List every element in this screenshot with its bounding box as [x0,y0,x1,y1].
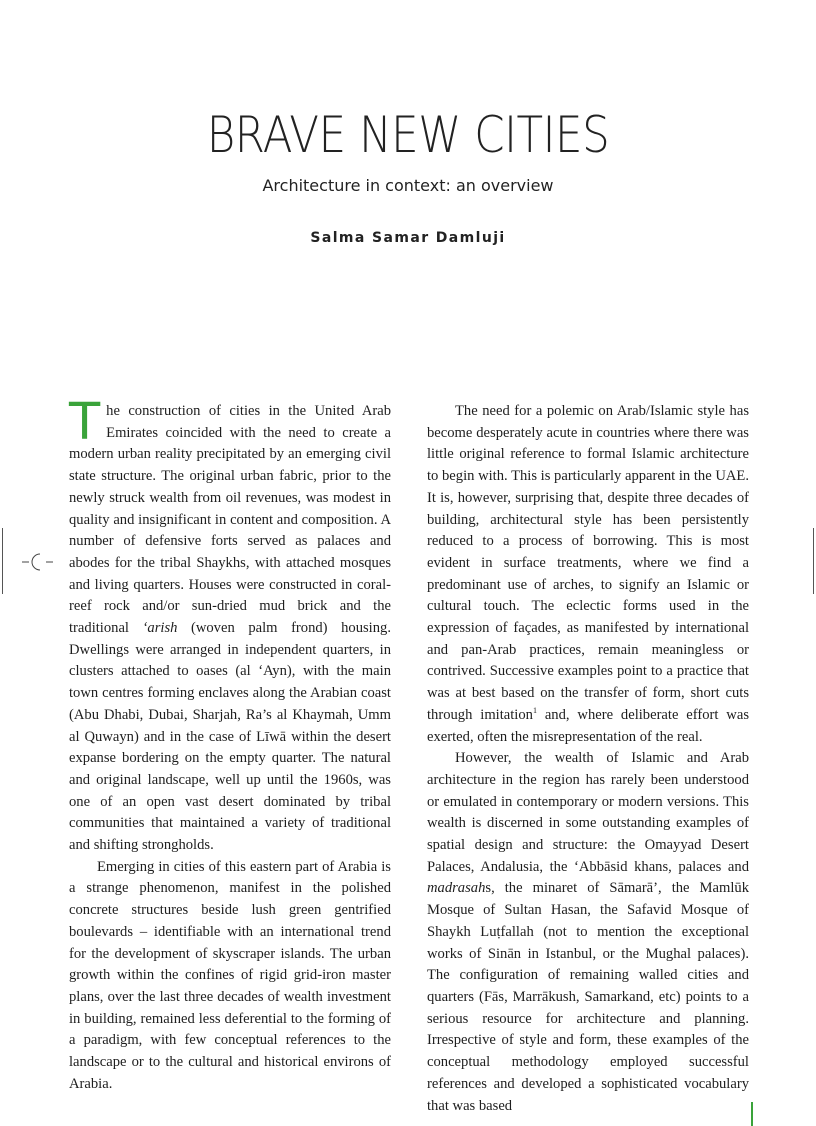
margin-rule-left [2,528,3,594]
article-subtitle: Architecture in context: an overview [262,176,554,195]
italic-term: madrasah [427,880,486,897]
paragraph-text: and, where deliberate effort was exerted, often the misrepresentation of the real. [427,706,750,745]
paragraph [427,748,749,1117]
footnote-marker[interactable]: 1 [532,705,537,715]
text-column-right [427,401,749,1117]
paragraph [427,401,749,748]
registration-mark-icon [22,550,58,574]
accent-mark [751,1102,753,1126]
paragraph-text: s, the minaret of Sāmarā’, the Mamlūk Mosque of Sultan Hasan, the Safavid Mosque of Shaykh Luṭfallah (not to mention the exceptional works of Sinān in Istanbul, or the Mughal palaces). The configuration of remaining walled cities and quarters (Fās, Marrākush, Samarkand, etc) points to a serious resource for architecture and planning. Irrespective of style and form, these examples of the conceptual methodology employed successful references and developed a sophisticated vocabulary that was based [427,880,749,1114]
author-name: Salma Samar Damluji [310,230,506,246]
paragraph-text: (woven palm frond) housing. Dwellings were arranged in independent quarters, in clusters attached to oases (al ‘Ayn), with the main town centres forming enclaves along the Arabian coast (Abu Dhabi, Dubai, Sharjah, Ra’s al Khaymah, Umm al Quwayn) and in the case of Līwā within the desert expanse bordering on the empty quarter. The natural and original landscape, well up until the 1960s, was one of an open vast desert dominated by tribal communities that maintained a variety of traditional and shifting strongholds. [69,620,391,854]
italic-term: ‘arish [142,620,178,637]
paragraph: Emerging in cities of this eastern part of Arabia is a strange phenomenon, manifest in the polished concrete structures beside lush green gentrified boulevards – identifiable with an international trend for the development of skyscraper islands. The urban growth within the confines of rigid grid-iron master plans, over the last three decades of wealth investment in building, remained less deferential to the forming of a paradigm, with few conceptual references to the landscape or to the cultural and historical environs of Arabia. [69,858,391,1092]
drop-cap: T [69,393,101,452]
paragraph-text: The need for a polemic on Arab/Islamic style has become desperately acute in countries where there was little original reference to formal Islamic architecture to begin with. This is particularly apparent in the UAE. It is, however, surprising that, despite three decades of building, architectural style has been persistently reduced to a process of borrowing. This is most evident in surface treatments, where we find a predominant use of arches, to signify an Islamic or cultural touch. The eclectic forms used in the expression of façades, as manifested by international and pan-Arab practices, remain meaningless or contrived. Successive examples point to a practice that was at best based on the transfer of form, short cuts through imitation [427,403,749,723]
text-column-left [69,393,391,1096]
margin-rule-right [813,528,814,594]
article-title: BRAVE NEW CITIES [206,106,610,164]
paragraph-text: However, the wealth of Islamic and Arab architecture in the region has rarely been understood or emulated in contemporary or modern versions. This wealth is discerned in some outstanding examples of spatial design and structure: the Omayyad Desert Palaces, Andalusia, the ‘Abbāsid khans, palaces and [427,750,749,875]
paragraph-text: he construction of cities in the United Arab Emirates coincided with the need to create a modern urban reality precipitated by an emerging civil state structure. The original urban fabric, prior to the newly struck wealth from oil revenues, was modest in quality and insignificant in content and composition. A number of defensive forts served as palaces and abodes for the tribal Shaykhs, with attached mosques and living quarters. Houses were constructed in coral-reef rock and/or sun-dried mud brick and the traditional [69,403,391,637]
paragraph [69,393,391,857]
